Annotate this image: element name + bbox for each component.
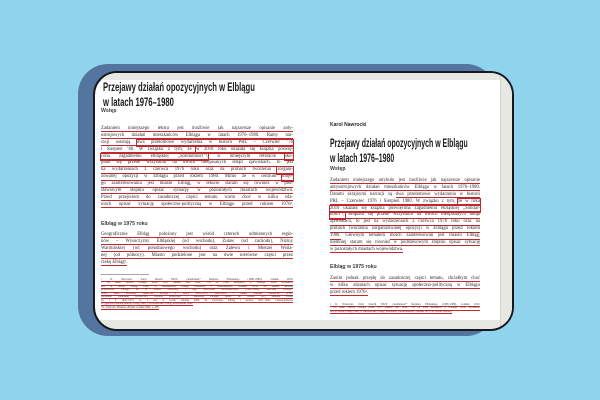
diff-marked-text: piam się przede wszystkim na dwóch nieopisanych dotąd zjawiskach, to jest <box>101 160 293 166</box>
diff-marked-text: sku- <box>284 153 294 159</box>
text-line <box>330 247 480 254</box>
diff-marked-text: moich zainteresowań jest miasto Elbląg, <box>389 233 480 239</box>
diff-marked-text: skupiam się przede wszystkim na dwóch nieopisanych dotąd <box>344 212 480 218</box>
text-line <box>330 178 480 185</box>
text-line <box>330 226 480 233</box>
diff-marked-text: antyustrojowych działań mieszkańców Elbląga w latach 1976–1980. <box>330 184 480 190</box>
diff-marked-text: w niniejszym referacie <box>208 153 285 159</box>
text-line <box>101 126 293 133</box>
diff-marked-text: Mimo że w centrum <box>219 174 283 180</box>
diff-marked-text: gospodarczy Elbląga po II wojnie światowej i jego polityczne uwarunkowania (1945–1989), „Rocznik Elbląski” <box>101 288 293 292</box>
text-line <box>101 188 293 195</box>
right-intro-heading: Wstęp <box>330 166 346 172</box>
left-intro-heading: Wstęp <box>101 108 117 114</box>
diff-marked-text: 2006, idem, Problemy społeczne Elbląga w latach 1950–1970, bezrobocie i trudne warunki osadnicze, NSZZ <box>101 291 293 295</box>
diff-marked-text: ² Na temat historii Elbląga przed 1975 rokiem zob. m.in.: 750 lat Praw Miejskich w Elblągu. Zbiór artykułów, <box>330 306 480 310</box>
diff-marked-text: Zanim jednak przejdę do zasadniczej części tematu, chciałbym choć <box>330 276 480 281</box>
page-edge-bottom <box>95 320 512 331</box>
left-title-line1: Przejawy działań opozycyjnych w Elblągu <box>103 80 255 94</box>
diff-marked-text: przed rokiem 1976². <box>330 289 368 295</box>
diff-marked-text: że w roku <box>458 198 481 204</box>
right-page-author: Karol Nawrocki <box>330 122 367 128</box>
text-line <box>101 239 293 246</box>
diff-marked-text: cona zagadnieniu elbląskiej „Solidarności”¹, <box>101 153 209 159</box>
diff-marked-text: w pozostałych miastach województwa. <box>330 246 404 252</box>
text-line <box>101 260 293 267</box>
diff-marked-text: rzekę Elbląg³. <box>101 259 128 265</box>
text-line <box>330 185 480 192</box>
text-line <box>101 202 293 209</box>
text-line <box>101 232 293 239</box>
diff-marked-text: 2010 ukazała się książka poświęcona zagadnieniu elbląskiej „Solidar- <box>330 205 480 211</box>
left-footnote-rule <box>101 274 149 275</box>
diff-marked-text: racji ustalają <box>101 139 137 145</box>
diff-marked-text: w tyglu dwu totalitaryzmów, Elbląg 1998; J. Kowalewska, Elbląg. Przewodnik 1946. <box>101 302 193 306</box>
left-title-line2: w latach 1976–1980 <box>103 94 174 109</box>
left-paragraph-1 <box>101 126 293 209</box>
page-edge-right <box>500 73 514 329</box>
diff-marked-text: Geograficznie Elbląg położony jest wśród czterech odmiennych regio- <box>101 232 293 237</box>
left-section2-heading: Elbląg w 1975 roku <box>101 221 148 227</box>
text-line <box>330 233 480 240</box>
plain-text: Głównym tematem <box>340 233 390 239</box>
diff-marked-text: go zainteresowania jest miasto Elbląg, w tekście staram się również w pod- <box>101 181 293 187</box>
diff-marked-text: red. A. Groth, Elbląg 1998; S. Gierszewski, Elbląg. Przeszłość i teraźniejszość, Gdańsk 1970; M. Golon, Rozwój <box>101 284 293 288</box>
text-line <box>101 306 293 309</box>
right-title-line1: Przejawy działań opozycyjnych w Elblągu <box>330 136 468 150</box>
page-edge-top <box>95 73 512 80</box>
text-line <box>101 174 293 181</box>
diff-marked-text: w kilku zdaniach opisać sytuację społeczno-polityczną w Elblągu <box>330 282 480 288</box>
left-paragraph-2 <box>101 232 293 266</box>
diff-marked-text: Przed przejściem do zasadniczej części tematu warto choć w kilku zda- <box>101 194 293 200</box>
diff-marked-text: zowanej opozycji w Elblągu przed rokiem 1980. <box>101 174 220 180</box>
text-line <box>330 212 480 219</box>
diff-marked-text: ga, t. 5, 1945–1975, cz. 1, red. A. Groth, Gdańsk 2006; M. Józefczyk, Elbląg i okolice 1937–1956. Chrześcijaństwo <box>101 298 293 302</box>
right-paragraph-1 <box>330 178 480 254</box>
right-footnotes <box>330 303 480 313</box>
text-line <box>101 195 293 202</box>
diff-marked-text: Biblioteki Gdańskiej 02-900/905, Historia polityczna i samorząd Elbląga, oprac. M. Golon, [w:] Historia Elblą- <box>101 295 293 299</box>
right-page-title <box>330 136 567 165</box>
diff-marked-text: na wydarzeniach z czerwca 1976 roku oraz na próbach tworzenia <box>101 167 278 173</box>
text-line <box>101 147 293 154</box>
diff-marked-text: ³ K. Tomczyk, Bedeker elbląski, Gdańsk 2000, s. 168. <box>101 305 160 309</box>
right-title-line2: w latach 1976–1980 <box>330 150 395 165</box>
text-line <box>330 192 480 199</box>
diff-marked-text: Zadaniem niniejszego artykułu jest możliwie jak najszersze opisanie <box>330 178 480 183</box>
text-line <box>330 283 480 290</box>
text-line <box>101 140 293 147</box>
diff-marked-text: moje- <box>282 174 293 180</box>
diff-marked-text: w 2010 roku ukazała się książka poświę- <box>196 146 293 152</box>
text-line <box>330 290 480 297</box>
diff-marked-text: próbach tworzenia zorganizowanej opozycji w Elblągu przed rokiem <box>330 226 480 232</box>
text-line <box>101 181 293 188</box>
right-section2-heading: Elbląg w 1975 roku <box>330 264 377 270</box>
right-paragraph-2 <box>330 276 480 297</box>
diff-marked-text: nej (od północy). Miasto podzielone jest na dwie nierówne części przez <box>101 252 293 258</box>
text-line <box>101 154 293 161</box>
text-line <box>330 276 480 283</box>
left-footnotes <box>101 278 293 309</box>
diff-marked-text: zjawiskach, to jest na wydarzeniach z czerwca 1976 roku oraz na <box>330 219 480 225</box>
diff-marked-text: Warmińskiej (od południowego wschodu) oraz Zalewu i Mierzei Wiśla- <box>101 245 293 251</box>
text-line <box>101 253 293 260</box>
diff-marked-text: niemniej staram się również w podstawowym stopniu opisać sytuację <box>330 240 480 246</box>
diff-marked-text: dwa przełomowe wydarzenia w historii PRL – Czerwiec ’76 <box>136 139 293 145</box>
diff-marked-text: ² Na temat historii Elbląga przed 1975 rokiem zob. m.in.: 750 lat Praw Miejskich w Elblągu. Zbiór artykułów, <box>101 281 293 285</box>
text-line <box>330 219 480 226</box>
diff-marked-text: nów – Wysoczyzny Elbląskiej (od wschodu), Żuław (od zachodu), Niziny <box>101 238 293 244</box>
plain-text: Datami skrajnymi narracji są <box>330 191 396 197</box>
text-line <box>101 246 293 253</box>
text-line <box>330 199 480 206</box>
diff-marked-text: 1980. <box>330 233 341 239</box>
diff-marked-text: i Sierpień ’80. W związku z tym, że <box>101 146 197 152</box>
diff-marked-text: ustrojowych działań mieszkańców Elbląga w latach 1976–1980. Ramy nar- <box>101 132 293 138</box>
diff-marked-text: ności”¹, <box>330 212 345 218</box>
text-line <box>330 240 480 247</box>
diff-marked-text: Zadaniem niniejszego tekstu jest możliwie jak najszersze opisanie anty- <box>101 126 293 131</box>
left-page-title <box>103 80 340 109</box>
diff-marked-text: zorgani- <box>277 167 293 173</box>
diff-marked-text: niach opisać sytuację społeczno-polityczną w Elblągu przed rokiem 1976². <box>101 201 293 207</box>
text-line <box>101 133 293 140</box>
diff-marked-text: red. A. Groth, Elbląg 1998; S. Gierszewski, Elbląg. Przeszłość i teraźniejszość, Gdańsk 1970; M. Golon, Rozwój <box>330 309 452 313</box>
diff-marked-text: stawowym stopniu opisać sytuację w pozostałych miastach województwa. <box>101 188 293 194</box>
diff-marked-text: dwa przełomowe wydarzenia w historii <box>395 191 481 197</box>
diff-marked-text: ¹ K. Nawrocki, Zarys historii NSZZ „Solidarność” Regionu Elbląskiego (1980–1989), Gdańsk 2010. <box>101 278 293 281</box>
diff-marked-text: ¹ K. Nawrocki, Zarys historii NSZZ „Solidarność” Regionu Elbląskiego (1980–1989), Gdańsk 2010. <box>330 303 480 306</box>
diff-marked-text: PRL – Czerwiec 1976 i Sierpień 1980. W związku z tym, <box>330 198 458 204</box>
